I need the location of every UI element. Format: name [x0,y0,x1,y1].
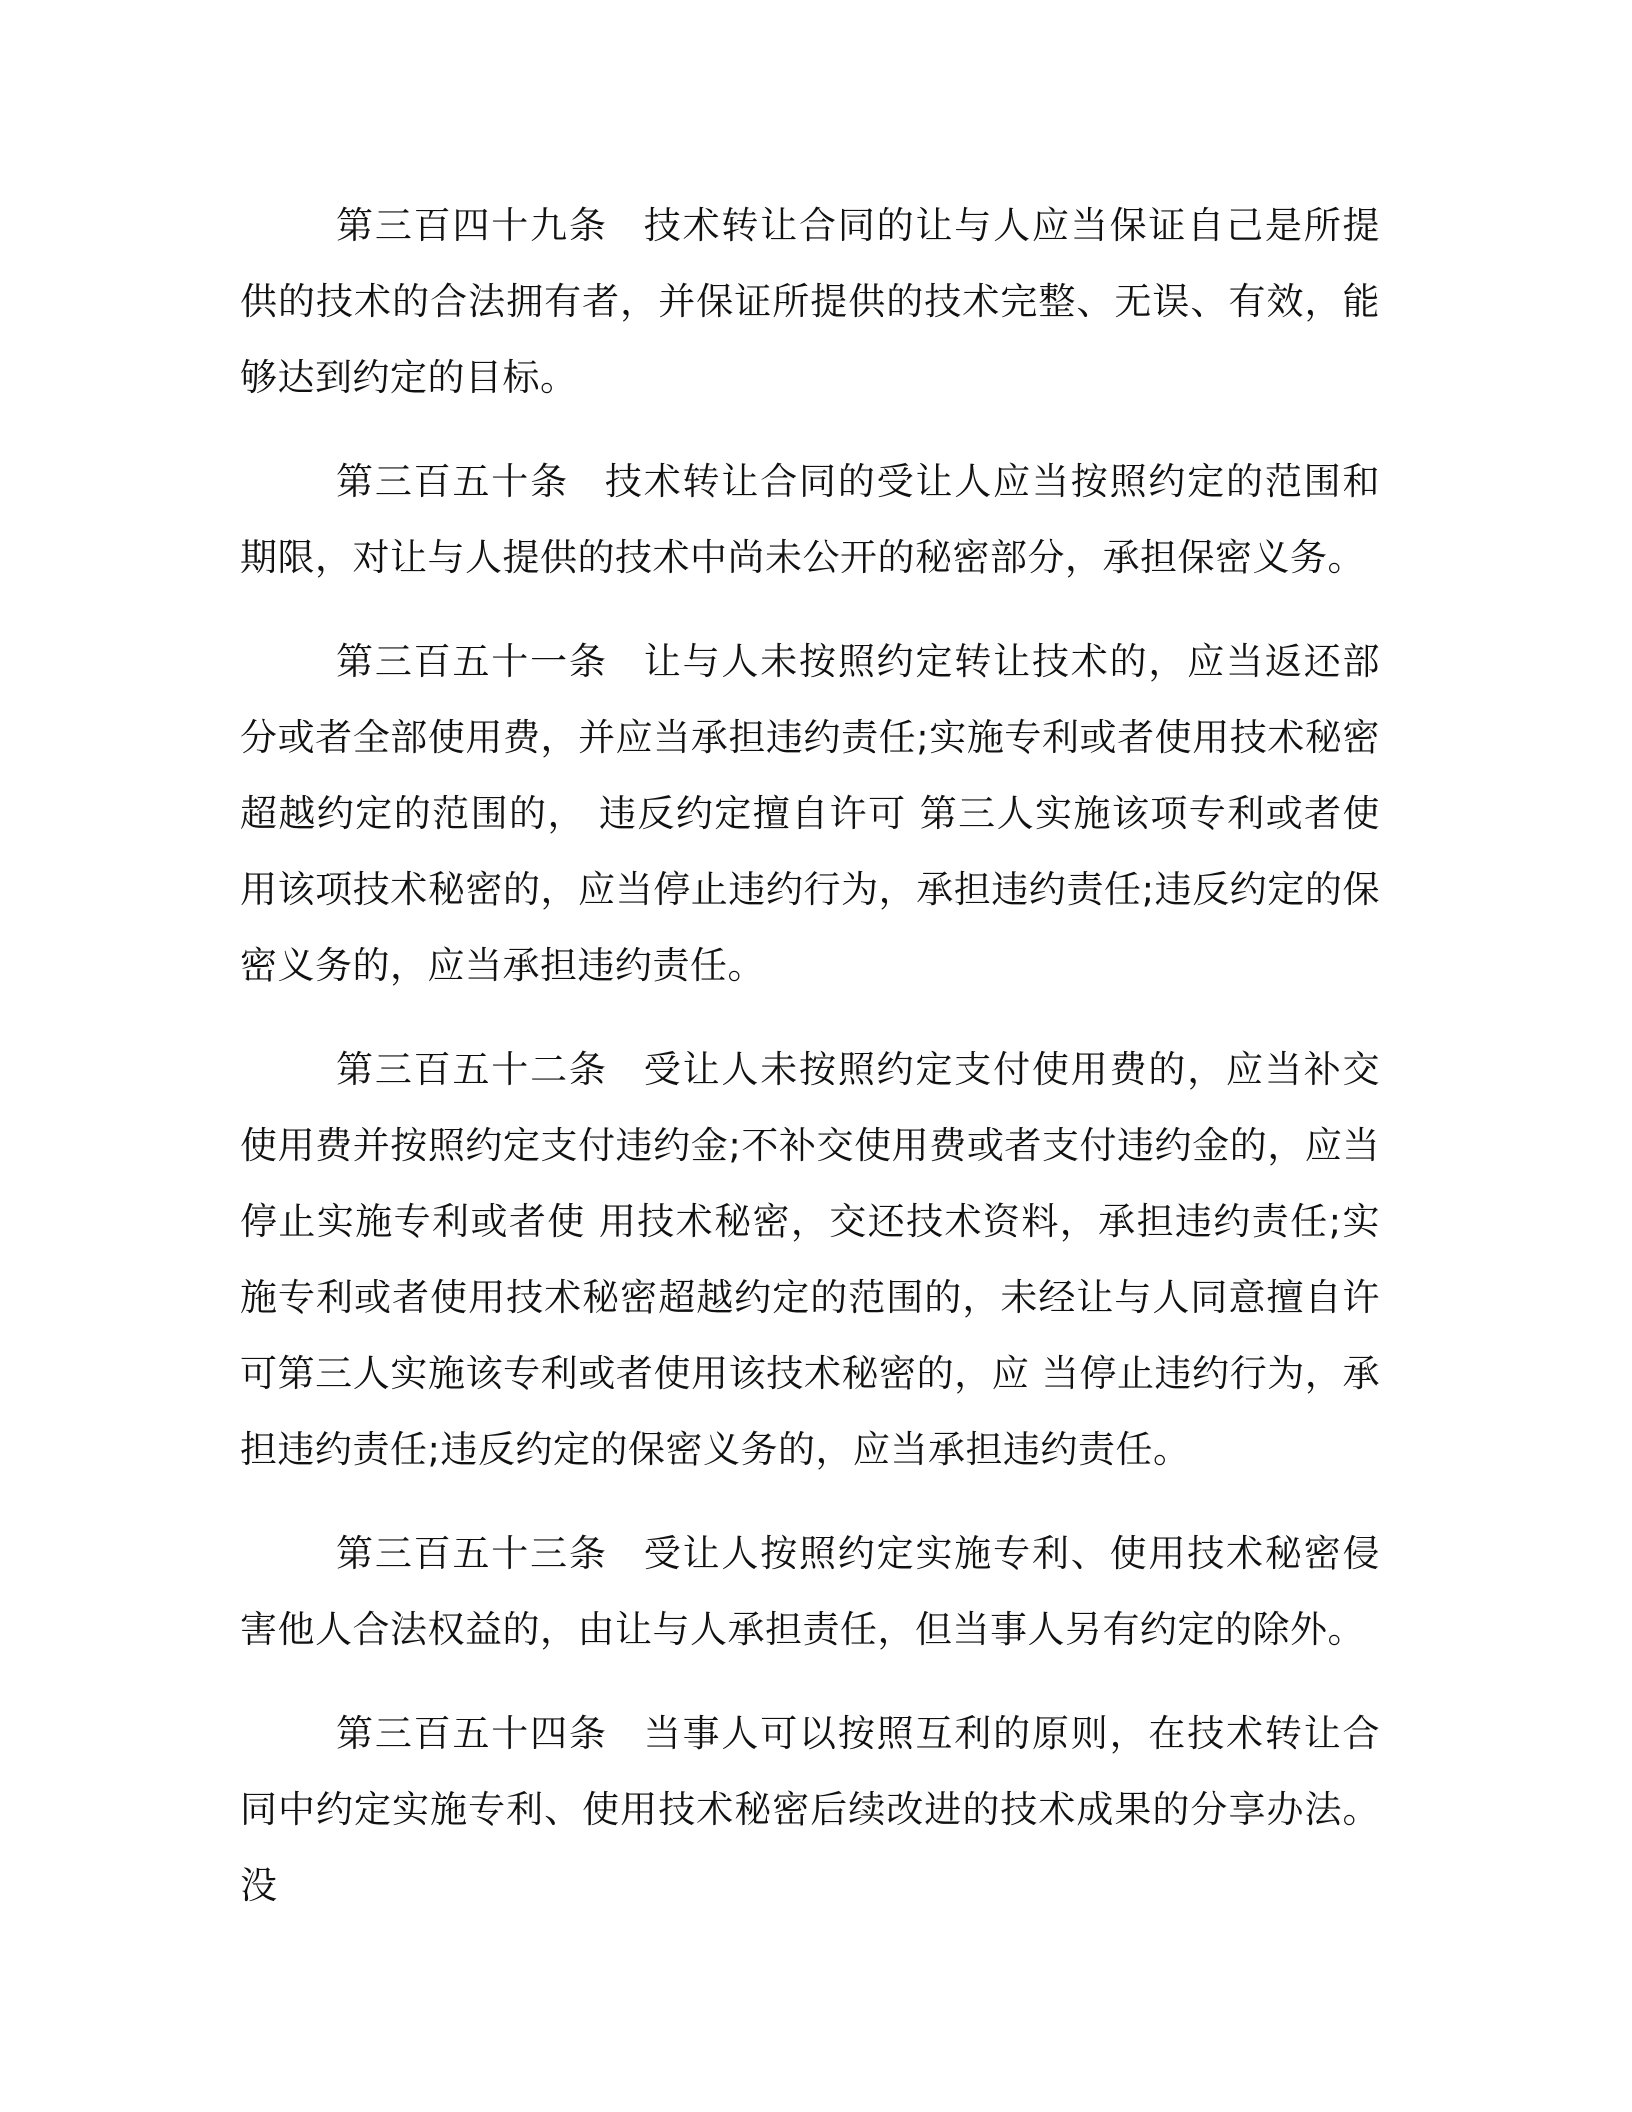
article-351 [240,624,1380,1004]
article-number: 第三百五十四条 [336,1712,608,1755]
article-number: 第三百五十条 [336,460,569,503]
article-354 [240,1696,1380,1924]
article-352 [240,1032,1380,1488]
article-text: 技术转让合同的让与人应当保证自己是所提供的技术的合法拥有者，并保证所提供的技术完整、无误、有效，能够达到约定的目标。 [240,204,1381,399]
document-body [240,188,1380,1952]
article-text: 技术转让合同的受让人应当按照约定的范围和期限，对让与人提供的技术中尚未公开的秘密部分，承担保密义务。 [240,460,1381,579]
article-number: 第三百五十二条 [336,1048,608,1091]
article-350 [240,444,1380,596]
article-text: 受让人未按照约定支付使用费的，应当补交使用费并按照约定支付违约金;不补交使用费或者支付违约金的，应当停止实施专利或者使 用技术秘密，交还技术资料，承担违约责任;实施专利或者使用技术秘密超越约定的范围的，未经让与人同意擅自许可第三人实施该专利或者使用该技术秘密的，应 当停止违约行为，承担违约责任;违反约定的保密义务的，应当承担违约责任。 [240,1048,1381,1471]
article-353 [240,1516,1380,1668]
article-text: 当事人可以按照互利的原则，在技术转让合同中约定实施专利、使用技术秘密后续改进的技术成果的分享办法。没 [240,1712,1381,1907]
article-number: 第三百五十一条 [336,640,608,683]
article-text: 让与人未按照约定转让技术的，应当返还部分或者全部使用费，并应当承担违约责任;实施专利或者使用技术秘密超越约定的范围的， 违反约定擅自许可 第三人实施该项专利或者使用该项技术秘密的，应当停止违约行为，承担违约责任;违反约定的保密义务的，应当承担违约责任。 [240,640,1381,987]
article-number: 第三百四十九条 [336,204,608,247]
article-349 [240,188,1380,416]
article-text: 受让人按照约定实施专利、使用技术秘密侵害他人合法权益的，由让与人承担责任，但当事人另有约定的除外。 [240,1532,1381,1651]
article-number: 第三百五十三条 [336,1532,608,1575]
